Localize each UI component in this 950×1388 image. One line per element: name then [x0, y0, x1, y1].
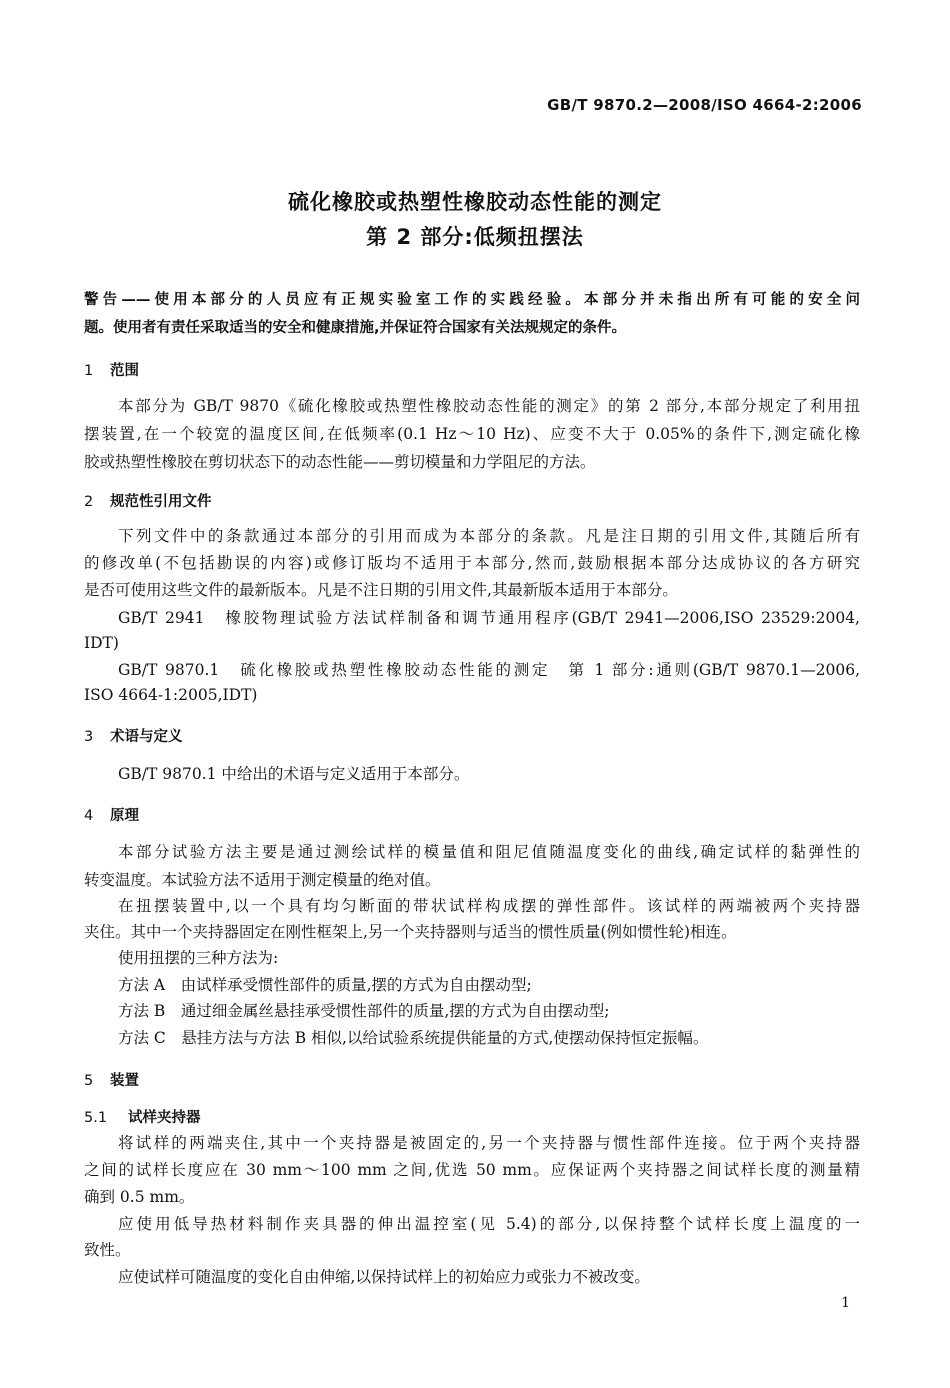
reference-entry: GB/T 2941 橡胶物理试验方法试样制备和调节通用程序(GB/T 2941—2006,ISO 23529:2004, — [118, 609, 860, 627]
paragraph-line: 确到 0.5 mm。 — [84, 1188, 195, 1206]
paragraph-line: 是否可使用这些文件的最新版本。凡是不注日期的引用文件,其最新版本适用于本部分。 — [84, 581, 678, 599]
paragraph-line: 胶或热塑性橡胶在剪切状态下的动态性能——剪切模量和力学阻尼的方法。 — [84, 453, 596, 471]
paragraph-line: 夹住。其中一个夹持器固定在刚性框架上,另一个夹持器则与适当的惯性质量(例如惯性轮)相连。 — [84, 923, 737, 941]
method-b: 方法 B 通过细金属丝悬挂承受惯性部件的质量,摆的方式为自由摆动型; — [118, 1002, 610, 1020]
section-title: 原理 — [110, 808, 139, 824]
paragraph-line: 转变温度。本试验方法不适用于测定模量的绝对值。 — [84, 871, 441, 889]
warning-line-1: 警告——使用本部分的人员应有正规实验室工作的实践经验。本部分并未指出所有可能的安全问 — [84, 292, 860, 308]
section-title: 术语与定义 — [110, 729, 183, 745]
paragraph-line: 本部分为 GB/T 9870《硫化橡胶或热塑性橡胶动态性能的测定》的第 2 部分,本部分规定了利用扭 — [118, 397, 860, 415]
paragraph-line: 摆装置,在一个较宽的温度区间,在低频率(0.1 Hz～10 Hz)、应变不大于 0.05%的条件下,测定硫化橡 — [84, 425, 860, 443]
section-1-heading — [84, 359, 139, 380]
section-number: 4 — [84, 808, 94, 824]
paragraph-line: 将试样的两端夹住,其中一个夹持器是被固定的,另一个夹持器与惯性部件连接。位于两个夹持器 — [118, 1134, 860, 1152]
section-title: 规范性引用文件 — [110, 494, 212, 510]
title-line-2: 第 2 部分:低频扭摆法 — [366, 225, 584, 249]
section-4-heading — [84, 804, 139, 825]
reference-entry: ISO 4664-1:2005,IDT) — [84, 686, 258, 704]
section-number: 1 — [84, 363, 94, 379]
method-a: 方法 A 由试样承受惯性部件的质量,摆的方式为自由摆动型; — [118, 976, 532, 994]
paragraph-line: 之间的试样长度应在 30 mm～100 mm 之间,优选 50 mm。应保证两个夹持器之间试样长度的测量精 — [84, 1161, 860, 1179]
subsection-number: 5.1 — [84, 1110, 108, 1126]
section-title: 装置 — [110, 1073, 139, 1089]
subsection-title: 试样夹持器 — [128, 1110, 201, 1126]
section-number: 5 — [84, 1073, 94, 1089]
paragraph-line: 本部分试验方法主要是通过测绘试样的模量值和阻尼值随温度变化的曲线,确定试样的黏弹性的 — [118, 843, 860, 861]
paragraph-line: 应使试样可随温度的变化自由伸缩,以保持试样上的初始应力或张力不被改变。 — [118, 1268, 650, 1286]
paragraph-line: 致性。 — [84, 1241, 131, 1259]
reference-entry: IDT) — [84, 634, 119, 652]
paragraph-line: 应使用低导热材料制作夹具器的伸出温控室(见 5.4)的部分,以保持整个试样长度上温度的一 — [118, 1215, 860, 1233]
section-2-heading — [84, 490, 212, 511]
paragraph-line: GB/T 9870.1 中给出的术语与定义适用于本部分。 — [118, 765, 470, 783]
paragraph-line: 的修改单(不包括勘误的内容)或修订版均不适用于本部分,然而,鼓励根据本部分达成协议的各方研究 — [84, 554, 860, 572]
section-5-heading — [84, 1069, 139, 1090]
reference-entry: GB/T 9870.1 硫化橡胶或热塑性橡胶动态性能的测定 第 1 部分:通则(GB/T 9870.1—2006, — [118, 661, 860, 679]
section-number: 3 — [84, 729, 94, 745]
warning-line-2: 题。使用者有责任采取适当的安全和健康措施,并保证符合国家有关法规规定的条件。 — [84, 320, 627, 336]
section-3-heading — [84, 725, 183, 746]
paragraph-line: 下列文件中的条款通过本部分的引用而成为本部分的条款。凡是注日期的引用文件,其随后所有 — [118, 527, 860, 545]
page-number: 1 — [841, 1295, 850, 1311]
subsection-5-1-heading — [84, 1106, 201, 1127]
section-number: 2 — [84, 494, 94, 510]
title-line-1: 硫化橡胶或热塑性橡胶动态性能的测定 — [288, 190, 662, 214]
paragraph-line: 在扭摆装置中,以一个具有均匀断面的带状试样构成摆的弹性部件。该试样的两端被两个夹持器 — [118, 897, 860, 915]
paragraph-line: 使用扭摆的三种方法为: — [118, 949, 279, 967]
section-title: 范围 — [110, 363, 139, 379]
standard-number: GB/T 9870.2—2008/ISO 4664-2:2006 — [547, 96, 862, 114]
method-c: 方法 C 悬挂方法与方法 B 相似,以给试验系统提供能量的方式,使摆动保持恒定振幅。 — [118, 1029, 709, 1047]
